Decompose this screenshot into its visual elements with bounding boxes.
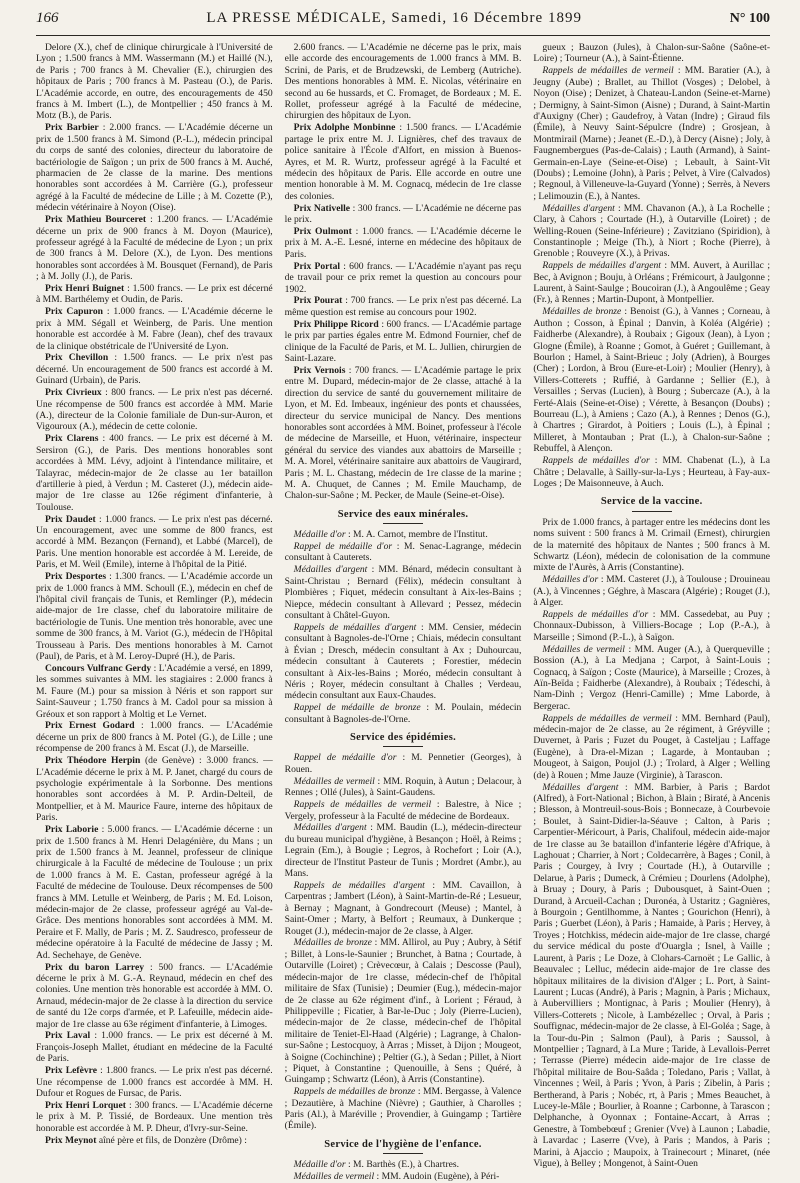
paragraph-text: : 300 francs. — L'Académie ne décerne pas le prix.: [284, 202, 522, 226]
paragraph-text: : M. Poulain, médecin consultant à Bagnoles-de-l'Orne.: [284, 702, 522, 725]
paragraph: [36, 42, 273, 122]
prize-name: Prix Barbier: [45, 122, 99, 134]
paragraph: [533, 574, 770, 608]
paragraph: [285, 319, 522, 365]
paragraph: [36, 306, 273, 352]
paragraph-text: : 1.000 francs. — Le prix n'est pas décerné. Un encouragement, avec une somme de 800 francs, est accordé à MM. Bezançon (Fernand), et Labbé (Marcel), de Paris. Une mention honorable est accordée à M. Lereide, de Paris, et M. Weil (Emile), interne à l'hôpital de la Pitié.: [36, 513, 273, 571]
prize-name: Prix Pourat: [293, 295, 343, 307]
paragraph-text: : 1.000 francs. — L'Académie décerne le prix à MM. Ségall et Weinberg, de Paris. Une mention honorable est accordée à M. Fabre (Jean), chef des travaux de la clinique obstétricale de l'Université de Lyon.: [36, 306, 273, 352]
paragraph-text: : MM. Cavaillon, à Carpentras ; Jambert (Léon), à Saint-Martin-de-Ré ; Lesueur, à Bernay ; Magnant, à Gondrecourt (Meuse) ; Mantel, à Saint-Omer ; Marty, à Belfort ; Reumaux, à Dunkerque ; Rouget (J.), médecin-major de 2e classe, à Alger.: [284, 879, 522, 937]
paragraph-text: : 700 francs. — Le prix n'est pas décerné. La même question est remise au concours pour 1902.: [284, 295, 522, 318]
paragraph-text: Delore (X.), chef de clinique chirurgicale à l'Université de Lyon ; 1.500 francs à MM. Wassermann (M.) et Haillé (N.), de Paris ; 700 francs à M. Chevalier (E.), chirurgien des hôpitaux de Paris ; 700 francs à M. Pasteau (O.), de Paris. L'Académie accorde, en outre, des encouragements de 450 francs à M. Imbert (L.), de Montpellier ; 450 francs à M. Motz (B.), de Paris.: [36, 42, 273, 122]
paragraph-text: : MM. Roquin, à Autun ; Delacour, à Rennes ; Ollé (Jules), à Saint-Gaudens.: [284, 775, 522, 799]
prize-name: Prix Clarens: [45, 433, 99, 445]
paragraph: [36, 352, 273, 386]
paragraph: [285, 122, 522, 202]
prize-name: Prix Laborie: [45, 824, 99, 836]
paragraph-text: : 1.200 francs. — L'Académie décerne un prix de 900 francs à M. Doyon (Maurice), professeur agrégé à la Faculté de médecine de Lyon ; un prix de 300 francs à M. Delore (X.), de Lyon. Des mentions honorables sont accordées à M. Bousquet (Fernand), de Paris ; à M. Jolly (J.), de Paris.: [36, 214, 273, 283]
prize-name: Prix Nativelle: [293, 202, 351, 214]
section-heading: Service des eaux minérales.: [285, 509, 522, 524]
paragraph-text: : MM. Censier, médecin consultant à Bagnoles-de-l'Orne ; Chiais, médecin consultant à Évian ; Dresch, médecin consultant à Ax ; Duhourcau, médecin consultant à Cauterets ; Forestier, médecin consultant à Aix-les-Bains ; Moréo, médecin consultant à Néris ; Royer, médecin consultant à Challes ; Verdeau, médecin consultant aux Eaux-Chaudes.: [284, 621, 522, 702]
paragraph-text: : MM. Bernhard (Paul), médecin-major de 2e classe, au 2e régiment, à Gréyville ; Duvernet, à Paris ; Fuzet du Pouget, à Casteljau ; Laffage (Eugène), à Dra-el-Mizan ; Lagarde, à Montauban ; Mougeot, à Saigon, Poujol (J.) ; Trolard, à Alger ; Welling (de) à Rouen ; Mme Jauze (Virginie), à Tarascon.: [533, 712, 771, 781]
paragraph-text: : 1.000 francs. — L'Académie décerne un prix de 800 francs à M. Potel (G.), de Lille ; une récompense de 200 francs à M. Escat (J.), de Marseille.: [36, 720, 273, 755]
paragraph-text: : 2.000 francs. — L'Académie décerne un prix de 1.500 francs à M. Simond (P.-L.), médecin principal du corps de santé des colonies, directeur du laboratoire de bactériologie de Saïgon ; un prix de 500 francs à M. Auché, pharmacien de 2e classe de la marine. Des mentions honorables sont accordées à M. Carrière (G.), professeur agrégé à la Faculté de médecine de Lille ; à M. Cozette (P.), médecin vétérinaire à Noyon (Oise).: [36, 122, 273, 214]
prize-name: Prix Ernest Godard: [45, 720, 135, 732]
award-category: Rappels de médailles d'or: [542, 609, 649, 620]
paragraph: [285, 776, 522, 799]
paragraph: [533, 306, 770, 454]
paragraph-text: : L'Académie a versé, en 1899, les sommes suivantes à MM. les stagiaires : 2.000 francs à M. Faure (M.) pour sa mission à Néris et son rapport sur Saint-Sauveur ; 1.750 francs à M. Cadol pour sa mission à Gréoux et son rapport à Moltig et Le Vernet.: [36, 662, 273, 720]
prize-name: Prix Chevillon: [45, 352, 109, 364]
column-3: [533, 42, 771, 1169]
paragraph: [285, 880, 522, 937]
paragraph: [285, 702, 522, 725]
award-category: Médailles de vermeil: [542, 643, 625, 655]
paragraph: [285, 203, 522, 226]
paragraph-text: : M. Senac-Lagrange, médecin consultant à Cauterets.: [284, 541, 522, 564]
prize-name: Prix Meynot: [45, 1134, 97, 1146]
paragraph-text: : 1.000 francs. — L'Académie décerne le prix à M. A.-E. Lesné, interne en médecine des hôpitaux de Paris.: [284, 226, 522, 260]
paragraph: [285, 752, 522, 775]
paragraph: [36, 571, 273, 662]
paragraph-text: : MM. Casteret (J.), à Toulouse ; Drouineau (A.), à Vincennes ; Géghre, à Mascara (Algérie) ; Rouget (J.), à Alger.: [533, 574, 771, 609]
column-1: [36, 42, 273, 1146]
prize-name: Prix Henri Buignet: [45, 283, 125, 295]
paragraph-text: : MM. Chabenat (L.), à La Châtre ; Delavalle, à Sailly-sur-la-Lys ; Heurteau, à Fay-aux-Loges ; De Maisonneuve, à Auch.: [533, 455, 771, 489]
paragraph-text: : MM. Chavanon (A.), à La Rochelle ; Clary, à Cahors ; Courtade (H.), à Outarville (Loiret) ; de Welling-Rouen (Seine-Inférieure) ; Zavitziano (Spiridion), à Constantinople ; Meige (Th.), à Niort ; Roche (Pierre), à Grenoble ; Rouveyre (X.), à Privas.: [533, 202, 771, 260]
paragraph: [36, 214, 273, 282]
award-category: Médaille d'or: [293, 1159, 346, 1171]
award-category: Rappels de médailles d'argent: [293, 621, 417, 633]
paragraph: [533, 644, 770, 712]
paragraph: [533, 42, 770, 65]
paragraph: [36, 755, 273, 823]
article-columns: [36, 42, 771, 1183]
award-category: Médailles d'argent: [293, 564, 368, 576]
paragraph-text: : M. A. Carnot, membre de l'Institut.: [345, 529, 488, 541]
paragraph: [285, 295, 522, 318]
paragraph-text: : MM. Cassedebat, au Puy ; Chonnaux-Dubisson, à Villiers-Bocage ; Lop (P.-A.), à Marseille ; Simond (P.-L.), à Saïgon.: [533, 609, 771, 643]
paragraph-text: : 5.000 francs. — L'Académie décerne : un prix de 1.500 francs à M. Henri Delagénière, du Mans ; un prix de 1.500 francs à M. Jeannel, professeur de clinique chirurgicale à la Faculté de médecine de Toulouse ; un prix de 1.000 francs à M. E. Castan, professeur agrégé à la Faculté de médecine de Toulouse. Deux récompenses de 500 francs à MM. Letulle et Weinberg, de Paris ; M. Ed. Loison, médecin-major de 2e classe, professeur agrégé au Val-de-Grâce. Des mentions honorables sont accordées à MM. M. Peraire et F. Mally, de Paris ; M. Z. Saudresco, professeur de médecine opératoire à la Faculté de médecine de Jassy ; M. Ad. Sechehaye, de Genève.: [36, 824, 273, 961]
paragraph-text: (de Genève) : 3.000 francs. — L'Académie décerne le prix à M. P. Janet, chargé du cours de psychologie expérimentale à la Sorbonne. Des mentions honorables sont accordées à M. P. Ardin-Delteil, de Montpellier, et à M. Maurice Faure, interne des hôpitaux de Paris.: [36, 755, 273, 824]
prize-name: Prix Laval: [45, 1030, 91, 1042]
award-category: Rappel de médaille d'or: [293, 752, 397, 764]
paragraph-text: : MM. Allirol, au Puy ; Aubry, à Sétif ; Billet, à Lons-le-Saunier ; Brunchet, à Batna ; Courtade, à Outarville (Loiret) ; Crèvecœur, à Calais ; Descosse (Paul), médecin-major de 1re classe, médecin-chef de l'hôpital militaire de Sfax (Tunisie) ; Deumier (Eug.), médecin-major de 2e classe au 62e régiment d'inf., à Lorient ; Féraud, à Philippeville ; Ficatier, à Bar-le-Duc ; Joly (Pierre-Lucien), médecin-major de 2e classe, médecin-chef de l'hôpital militaire de Teniet-El-Haad (Algérie) ; Lagrange, à Chalon-sur-Saône ; Lestocquoy, à Arras ; Misset, à Dijon ; Mougeot, à Soigne (Cochinchine) ; Peltier (G.), à Sedan ; Pillet, à Niort ; Piquet, à Constantine ; Quenouille, à Sens ; Quéré, à Guingamp ; Schwartz (Léon), à Arris (Constantine).: [284, 937, 522, 1086]
paragraph: [533, 65, 770, 202]
paragraph-text: : 300 francs. — L'Académie décerne le prix à M. P. Tissié, de Bordeaux. Une mention très honorable est accordée à M. P. Dheur, d'Ivry-sur-Seine.: [36, 1099, 273, 1134]
paragraph-text: : 1.500 francs. — L'Académie partage le prix entre M. J. Lignières, chef des travaux de police sanitaire à l'École d'Alfort, en mission à Buenos-Ayres, et M. R. Wurtz, professeur agrégé à la Faculté et médecin des hôpitaux de Paris. Elle accorde en outre une mention honorable à M. M. Cognacq, médecin de 1re classe des colonies.: [284, 122, 522, 202]
paragraph-text: gueux ; Bauzon (Jules), à Chalon-sur-Saône (Saône-et-Loire) ; Tourneur (A.), à Saint-Étienne.: [533, 42, 771, 65]
paragraph: [285, 541, 522, 564]
award-category: Rappel de médaille de bronze: [293, 702, 421, 714]
award-category: Médailles de vermeil: [293, 775, 375, 787]
paragraph-text: : 600 francs. — L'Académie n'ayant pas reçu de travail pour ce prix remet la question au concours pour 1902.: [284, 260, 522, 295]
award-category: Rappels de médailles de vermeil: [293, 799, 432, 811]
paragraph-text: : 1.500 francs. — Le prix n'est pas décerné. Un encouragement de 500 francs est accordé à M. Guinard (Urbain), de Paris.: [36, 352, 273, 387]
paragraph-text: : MM. Baudin (L.), médecin-directeur du bureau municipal d'hygiène, à Besançon ; Hoël, à Reims ; Legrain (Em.), à Bougie ; Legros, à Rochefort ; Loir (A.), directeur de l'Institut Pasteur de Tunis ; Mordret (Ambr.), au Mans.: [284, 822, 522, 880]
award-category: Médailles d'argent: [542, 781, 619, 793]
prize-name: Prix Portal: [293, 260, 341, 272]
section-heading: Service de l'hygiène de l'enfance.: [285, 1139, 522, 1154]
prize-name: Prix Desportes: [45, 571, 107, 583]
paragraph-text: : M. Pennetier (Georges), à Rouen.: [284, 752, 522, 775]
award-category: Rappels de médailles d'argent: [293, 879, 425, 891]
paragraph-text: aîné père et fils, de Donzère (Drôme) :: [96, 1134, 247, 1146]
paragraph-text: : MM. Baratier (A.), à Jeugny (Aube) ; Brallet, au Thillot (Vosges) ; Delobel, à Noyon (Oise) ; Denizet, à Chateau-Landon (Seine-et-Marne) ; Dermigny, à Saint-Simon (Aisne) ; Durand, à Saint-Martin d'Auxigny (Cher) ; Gaudefroy, à Vatan (Indre) ; Giraud fils (Émile), à Neuvy Saint-Sépulcre (Indre) ; Grosjean, à Montmirail (Marne) ; Jeanet (E.-D.), à Dercy (Aisne) ; Joly, à Faugnembergues (Pas-de-Calais) ; Lauth (Armand), à Saint-Germain-en-Laye (Seine-et-Oise) ; Lebault, à Saint-Vit (Doubs) ; Lemoine (John), à Paris ; Pelvet, à Vire (Calvados) ; Regnoul, à Villeneuve-la-Guyard (Yonne) ; Serrès, à Nevers ; Lelimouzin (E.), à Nantes.: [533, 65, 771, 202]
prize-name: Prix Oulmont: [293, 226, 352, 237]
paragraph: [285, 529, 522, 540]
column-2: [284, 42, 522, 1183]
newspaper-title: LA PRESSE MÉDICALE, Samedi, 16 Décembre 1899: [206, 10, 582, 26]
paragraph-text: : MM. Audoin (Eugène), à Péri-: [374, 1171, 500, 1183]
prize-name: Prix Philippe Ricord: [293, 318, 379, 330]
award-category: Médailles de bronze: [293, 937, 372, 949]
paragraph-text: : Benoist (G.), à Vannes ; Corneau, à Authon ; Cosson, à Épinal ; Danvin, à Koléa (Algérie) ; Faidherbe (Alexandre), à Roubaix ; Gigoux (Jean), à Lyon ; Glogne (Émile), à Roanne ; Gomot, à Guéret ; Guillemant, à Bourlon ; Hamel, à Saint-Brieuc ; Joly (Adrien), à Bourges (Cher) ; Lordon, à Brou (Eure-et-Loir) ; Moulier (Henry), à Villers-Cotterets ; Ruffié, à Gardanne ; Sellier (E.), à Versailles ; Servas (Lucien), à Bourg ; Subercaze (A.), à la Ferté-Alais (Seine-et-Oise) ; Vérette, à Besançon (Doubs) ; Bourreau (L.), à Amiens ; Cazo (A.), à Rennes ; Denos (G.), à Chartres ; Girardot, à Poitiers ; Louis (L.), à Épinal ; Milleret, à Montauban ; Prat (L.), à Chalon-sur-Saône ; Rebuffel, à Alençon.: [533, 306, 771, 455]
paragraph-text: : 600 francs. — L'Académie partage le prix par parties égales entre M. Edmond Fournier, chef de clinique de la Faculté de Paris, et M. L. Jullien, chirurgien de Saint-Lazare.: [284, 318, 522, 364]
paragraph: [285, 564, 522, 621]
paragraph-text: : 700 francs. — L'Académie partage le prix entre M. Dupard, médecin-major de 2e classe, attaché à la direction du service de santé du gouvernement militaire de Lyon, et M. Ed. Imbeaux, ingénieur des ponts et chaussées, directeur du service municipal de Nancy. Des mentions honorables sont accordées à MM. Boinet, professeur à l'école de médecine de Marseille, et Huon, vétérinaire, inspecteur général du service des viandes aux abattoirs de Marseille ; M. A. Morel, vétérinaire sanitaire aux abattoirs de Vaugirard, Paris ; M. L. Chastang, médecin de 1re classe de la marine ; M. A. Chuquet, de Cannes ; M. Emile Mauchamp, de Chalon-sur-Saône ; M. Pecker, de Maule (Seine-et-Oise).: [284, 364, 522, 502]
paragraph: [285, 822, 522, 879]
paragraph: [36, 1100, 273, 1134]
paragraph: [36, 824, 273, 961]
prize-name: Prix du baron Larrey: [45, 961, 145, 973]
paragraph: [36, 1135, 273, 1146]
page-header: [36, 10, 770, 36]
paragraph: [533, 609, 770, 643]
paragraph: [36, 720, 273, 754]
paragraph: [285, 365, 522, 502]
paragraph-text: : 1.300 francs. — L'Académie accorde un prix de 1.000 francs à MM. Schoull (E.), médecin en chef de l'hôpital civil français de Tunis, et Remlinger (P.), médecin aide-major de 1re classe, chef du laboratoire militaire de bactériologie de Tunis. Une mention très honorable, avec une somme de 300 francs, à M. Variot (G.), médecin de l'Hôpital Trousseau à Paris. Des mentions honorables à M. Carnot (Paul), de Paris, et à M. Leroy-Dupré (H.), de Paris.: [36, 571, 273, 663]
paragraph: [285, 799, 522, 822]
paragraph-text: : 500 francs. — L'Académie décerne le prix à M. G.-A. Reynaud, médecin en chef des colonies. Une mention très honorable est accordée à MM. O. Arnaud, médecin-major de 2e classe à la direction du service de santé du 12e corps d'armée, et P. Lafeuille, médecin aide-major de 1re classe au 63e régiment d'infanterie, à Limoges.: [36, 961, 273, 1030]
award-category: Rappel de médaille d'or: [293, 541, 393, 553]
prize-name: Concours Vulfranc Gerdy: [45, 662, 152, 674]
paragraph-text: : 800 francs. — Le prix n'est pas décerné. Une récompense de 500 francs est accordée à MM. Marie (A.), directeur de la Colonie familiale de Dun-sur-Auron, et Vigouroux (A.), médecin de cette colonie.: [36, 387, 273, 433]
paragraph: [36, 514, 273, 571]
paragraph-text: : Balestre, à Nice ; Vergely, professeur à la Faculté de médecine de Bordeaux.: [284, 799, 522, 822]
paragraph: [36, 433, 273, 513]
paragraph: [36, 1065, 273, 1099]
paragraph: [36, 283, 273, 306]
paragraph: [533, 455, 770, 489]
prize-name: Prix Mathieu Bourceret: [45, 214, 147, 226]
paragraph: [36, 1030, 273, 1064]
award-category: Médailles d'or: [542, 574, 599, 586]
paragraph-text: : 1.800 francs. — Le prix n'est pas décerné. Une récompense de 1.000 francs est accordée à MM. H. Dufour et Rogues de Fursac, de Paris.: [36, 1065, 273, 1099]
paragraph: [533, 713, 770, 781]
award-category: Médaille d'or: [293, 529, 346, 541]
paragraph-text: : MM. Barbier, à Paris ; Bardot (Alfred), à Fort-National ; Bichon, à Blain ; Biraté, à Ancenis ; Blesson, à Montreuil-sous-Bois ; Bonnecaze, à Courbevoie ; Boulet, à Saint-Didier-la-Séauve ; Calton, à Paris ; Carpentier-Méricourt, à Paris, Chalifoul, médecin aide-major de 1re classe au 3e bataillon d'infanterie légère d'Afrique, à Laghouat ; Charrier, à Nort ; Coldecarrère, à Bages ; Conil, à Paris ; Courgey, à Ivry ; Courtade (H.), à Outarville ; Delarue, à Paris ; Dumeck, à Crémieu ; Dourlens (Adolphe), à Bruay ; Doury, à Paris ; Dubousquet, à Saint-Ouen ; Durand, à Arcueil-Cachan ; Duronéa, à Ustaritz ; Gagnières, à Bourgoin ; Gentilhomme, à Nantes ; Gourichon (Henri), à Paris ; Guerbet (Léon), à Paris ; Hamaide, à Paris ; Hervey, à Troyes ; Hotchkiss, médecin aide-major de 1re classe, chargé du service médical du poste d'Ouargla ; Isnel, à Vaille ; Laurent, à Paris ; Le Doze, à Clohars-Carnoët ; Le Gallic, à Beauvalec ; Lelluc, médecin aide-major de 1re classe des hôpitaux militaires de la division d'Alger ; L. Port, à Saint-Laurent ; Lucas (André), à Paris ; Magnin, à Paris ; Michaux, à Aubervilliers ; Montignac, à Paris ; Moulier (Henry), à Villers-Cotterets ; Nicole, à Lambézellec ; Orval, à Paris ; Souffignac, médecin-major de 2e classe, à El-Goléa ; Sage, à la Tour-du-Pin ; Salmon (Paul), à Paris ; Saussol, à Montpellier ; Tagnard, à La Mure ; Taride, à Levallois-Perret ; Terrasse (Pierre) médecin aide-major de 1re classe de l'hôpital militaire de Bou-Saâda ; Toledano, Paris ; Vallat, à Vincennes ; Weil, à Paris ; Yvon, à Paris ; Zibelin, à Paris ; Bertherand, à Paris ; Nobéc, rt, à Paris ; Mmes Beauchet, à Lucey-le-Mâle ; Bourlier, à Roanne ; Carbonne, à Tarascon ; Delphanche, à Oyonnax ; Fontaine-Accart, à Arras ; Genestre, à Tombebœuf ; Grenier (Vve) à Launon ; Labadie, à Lavardac ; Laserre (Vve), à Paris ; Mandos, à Paris ; Marini, à Ajaccio ; Maupoix, à Trainecourt ; Minaret, (née Vigue), à Belley ; Mongenot, à Saint-Ouen: [533, 781, 771, 1169]
paragraph: [36, 387, 273, 433]
prize-name: Prix Lefèvre: [45, 1065, 97, 1077]
award-category: Rappels de médailles d'argent: [542, 260, 661, 272]
prize-name: Prix Civrieux: [45, 387, 102, 399]
paragraph-text: : 1.500 francs. — Le prix est décerné à MM. Barthélemy et Oudin, de Paris.: [36, 283, 273, 306]
paragraph-text: : MM. Bergasse, à Valence ; Dezautière, à Machine (Nièvre) ; Gauthier, à Charolles ; Paris (Al.), à Maréville ; Provendier, à Guingamp ; Tartière (Émile).: [284, 1086, 522, 1132]
issue-number: N° 100: [729, 11, 770, 26]
paragraph: [533, 782, 770, 1170]
award-category: Rappels de médailles de vermeil: [542, 712, 672, 724]
paragraph: [285, 226, 522, 260]
award-category: Rappels de médailles d'or: [542, 455, 650, 467]
paragraph: [285, 937, 522, 1085]
award-category: Médailles de vermeil: [293, 1171, 375, 1183]
paragraph: [533, 260, 770, 306]
paragraph-text: : MM. Bénard, médecin consultant à Saint-Christau ; Bernard (Félix), médecin consultant à Plombières ; Fiquet, médecin consultant à Aix-les-Bains ; Niepce, médecin consultant à Allevard ; Pessez, médecin consultant à Châtel-Guyon.: [284, 564, 522, 621]
paragraph-text: Prix de 1.000 francs, à partager entre les médecins dont les noms suivent : 500 francs à M. Crimail (Ernest), chirurgien de la maternité des hôpitaux de Nantes ; 500 francs à M. Schwartz (Léon), médecin de colonisation de la commune mixte de l'Aurès, à Arris (Constantine).: [533, 516, 771, 574]
award-category: Médailles d'argent: [293, 822, 367, 834]
paragraph-text: 2.600 francs. — L'Académie ne décerne pas le prix, mais elle accorde des encouragements de 1.000 francs à MM. B. Scrini, de Paris, et de Brudzewski, de Lemberg (Autriche). Des mentions honorables à MM. E. Nicolas, vétérinaire en second au 6e hussards, et C. Fromaget, de Bordeaux ; M. E. Rollet, professeur agrégé à la Faculté de médecine, chirurgien des hôpitaux de Lyon.: [284, 42, 522, 122]
prize-name: Prix Capuron: [45, 306, 104, 318]
paragraph: [285, 1086, 522, 1132]
paragraph: [285, 1159, 522, 1170]
award-category: Médailles de bronze: [542, 306, 622, 318]
paragraph-text: : MM. Auger (A.), à Querqueville ; Bossion (A.), à La Medjana ; Carpot, à Saint-Louis ; Cognacq, à Saïgon ; Coste (Maurice), à Marseille ; Crozes, à Aïn-Beïda ; Faidherbe (Alexandre), à Roubaix ; Tédeschi, à Nam-Dinh ; Vergoz (Henri-Camille) ; Mme Laborde, à Bergerac.: [533, 643, 771, 712]
section-heading: Service de la vaccine.: [533, 496, 770, 511]
award-category: Rappels de médailles de vermeil: [542, 65, 674, 77]
paragraph: [533, 517, 770, 574]
prize-name: Prix Théodore Herpin: [45, 755, 141, 767]
paragraph: [285, 622, 522, 702]
paragraph: [285, 261, 522, 295]
award-category: Rappels de médailles de bronze: [293, 1086, 416, 1098]
paragraph: [285, 1171, 522, 1182]
paragraph: [285, 42, 522, 122]
paragraph: [36, 962, 273, 1030]
prize-name: Prix Adolphe Monbinne: [293, 122, 396, 134]
prize-name: Prix Vernois: [293, 364, 346, 376]
paragraph: [36, 663, 273, 720]
paragraph-text: : 1.000 francs. — Le prix est décerné à M. François-Joseph Mallet, étudiant en médecine de la Faculté de Paris.: [36, 1030, 273, 1065]
paragraph-text: : M. Barthès (E.), à Chartres.: [345, 1159, 460, 1171]
paragraph: [36, 122, 273, 213]
paragraph: [533, 203, 770, 260]
prize-name: Prix Daudet: [45, 513, 96, 525]
award-category: Médailles d'argent: [542, 202, 615, 214]
prize-name: Prix Henri Lorquet: [45, 1099, 126, 1111]
page-number: 166: [36, 10, 59, 26]
section-heading: Service des épidémies.: [285, 732, 522, 747]
paragraph-text: : 400 francs. — Le prix est décerné à M. Sersiron (G.), de Paris. Des mentions honorables sont accordées à MM. Lévy, adjoint à l'intendance militaire, et Talayrac, médecin-major de 2e classe au 1er bataillon d'artillerie à pied, à Verdun ; M. Casteret (J.), médecin aide-major de 1re classe au 126e régiment d'infanterie, à Toulouse.: [36, 433, 273, 513]
paragraph-text: : MM. Auvert, à Aurillac ; Bec, à Avignon ; Bouju, à Orléans ; Frémicourt, à Jaulgonne ; Laurent, à Saint-Saulge ; Boucoiran (J.), à Angoulême ; Geay (Fr.), à Rennes ; Martin-Dupont, à Montpellier.: [533, 260, 771, 306]
